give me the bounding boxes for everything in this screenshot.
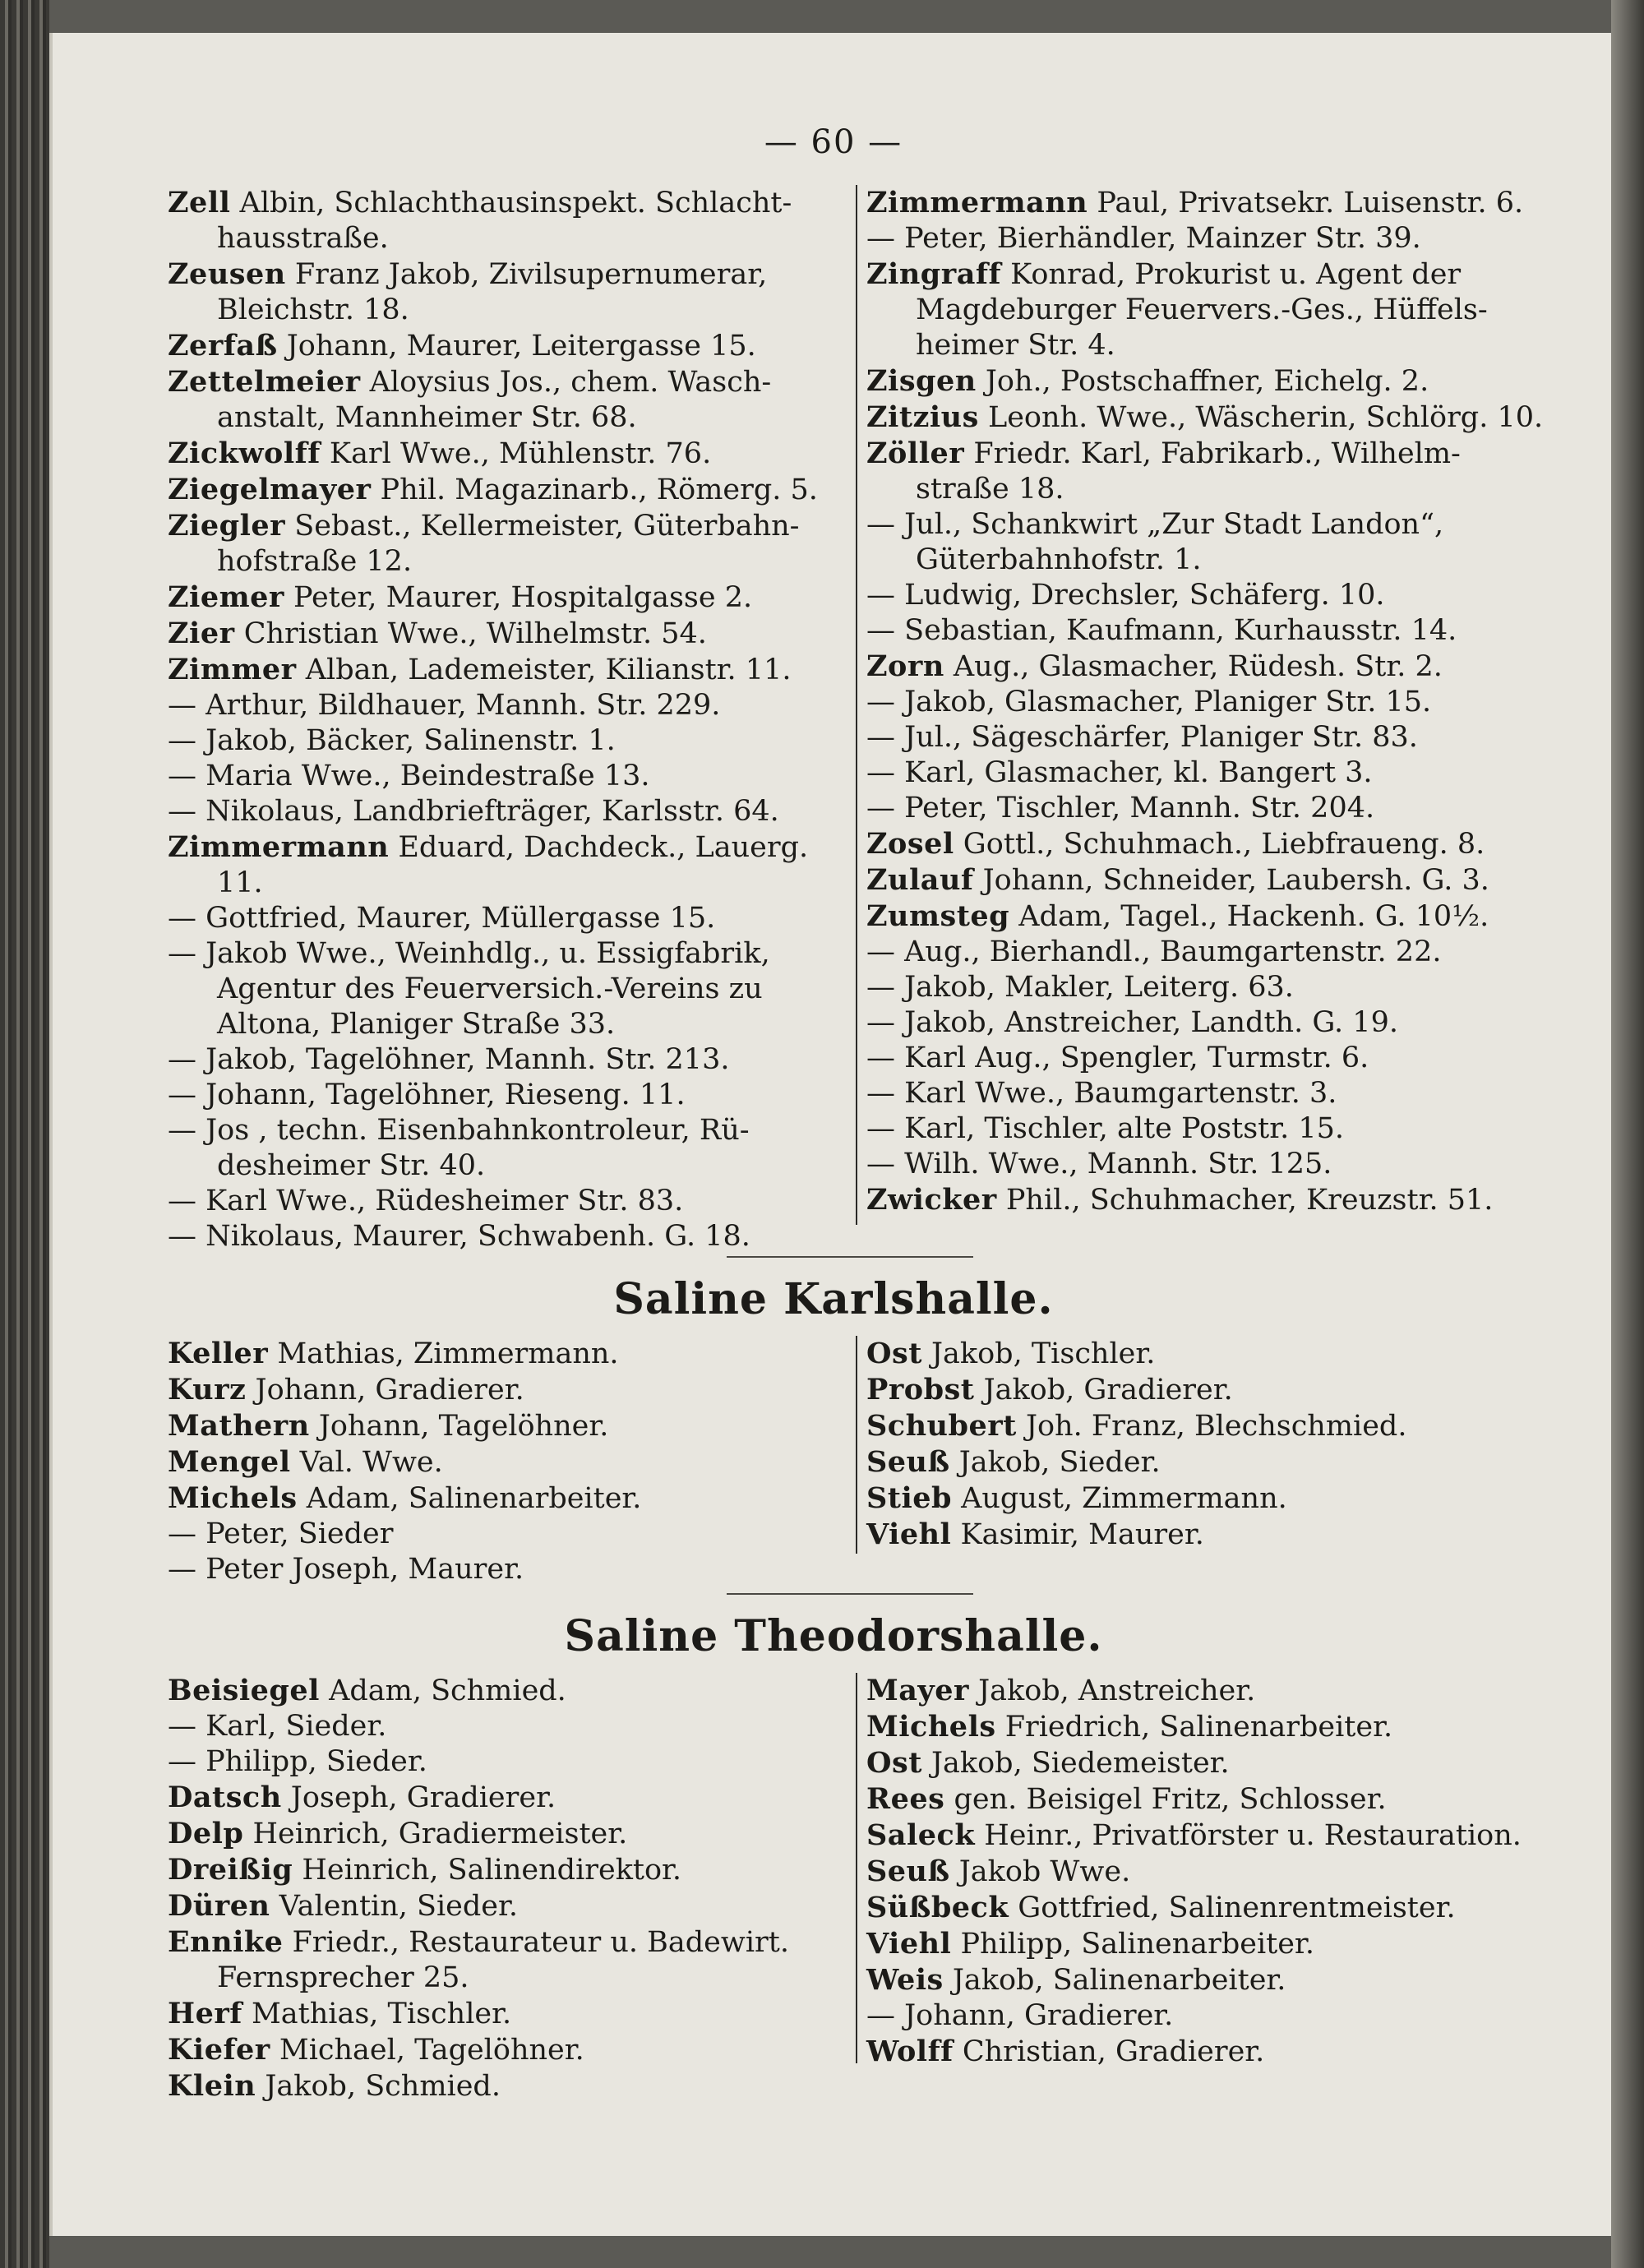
entry-details: Joseph, Gradierer. [281,1781,556,1814]
entry-surname: Ziegler [168,509,286,543]
directory-entry [168,723,842,759]
entry-surname: Rees [866,1782,945,1816]
entry-details: Jakob, Sieder. [949,1446,1161,1479]
section-heading-theodorshalle: Saline Theodorshalle. [564,1611,1103,1661]
entry-details: Heinr., Privatförster u. Restauration. [975,1819,1522,1852]
directory-entry [866,1517,1549,1553]
entry-details: Jul., Sägeschärfer, Planiger Str. 83. [895,721,1418,754]
entry-surname: — [866,971,895,1004]
directory-entry [866,685,1549,720]
entry-surname: Mengel [168,1445,291,1479]
entry-details: Leonh. Wwe., Wäscherin, Schlörg. 10. [978,401,1544,434]
directory-entry [866,400,1549,436]
directory-entry [168,1709,842,1744]
directory-entry [168,1780,842,1816]
entry-details: Mathias, Zimmermann. [268,1337,619,1370]
directory-entry [866,1854,1549,1890]
entry-surname: Seuß [866,1445,950,1479]
entry-details: Karl, Glasmacher, kl. Bangert 3. [895,756,1373,789]
directory-entry [866,1408,1549,1444]
directory-entry [168,1552,842,1587]
entry-details: Johann, Schneider, Laubersh. G. 3. [973,864,1489,897]
entry-details: Jul., Schankwirt „Zur Stadt Landon“, Güterbahnhofstr. 1. [895,508,1444,576]
karlshalle-right-column [866,1336,1549,1553]
directory-entry [866,1076,1549,1111]
entry-surname: — [168,795,196,828]
entry-details: Peter Joseph, Maurer. [196,1553,524,1586]
directory-entry [168,829,842,901]
directory-entry [866,1709,1549,1745]
entry-surname: Zwicker [866,1183,997,1217]
entry-surname: — [866,792,895,825]
entry-details: Aug., Glasmacher, Rüdesh. Str. 2. [944,650,1443,683]
entry-details: Michael, Tagelöhner. [270,2034,584,2067]
entry-surname: — [168,1185,196,1217]
entry-surname: — [866,222,895,255]
entry-details: gen. Beisigel Fritz, Schlosser. [944,1783,1387,1816]
entry-surname: Zumsteg [866,899,1010,933]
directory-entry [168,1113,842,1184]
directory-entry [168,1042,842,1078]
directory-entry [866,1998,1549,2034]
entry-details: Philipp, Salinenarbeiter. [951,1928,1314,1961]
directory-entry [168,1184,842,1219]
directory-entry [866,862,1549,898]
entry-details: Johann, Maurer, Leitergasse 15. [277,330,756,363]
entry-details: Jakob Wwe. [949,1855,1131,1888]
entry-surname: Ost [866,1337,922,1370]
entry-details: Wilh. Wwe., Mannh. Str. 125. [895,1148,1332,1180]
entry-surname: — [168,1517,196,1550]
entry-details: Peter, Tischler, Mannh. Str. 204. [895,792,1375,825]
column-divider [856,185,857,1225]
directory-left-column [168,185,842,1254]
entry-surname: — [866,579,895,612]
entry-details: Franz Jakob, Zivilsupernumerar, Bleichstr. 18. [217,258,768,326]
entry-surname: — [168,689,196,722]
entry-surname: — [866,1112,895,1145]
entry-details: Karl, Sieder. [196,1710,387,1743]
entry-surname: Saleck [866,1818,976,1852]
entry-surname: Michels [168,1481,298,1515]
entry-details: Friedr. Karl, Fabrikarb., Wilhelm- straße 18. [916,437,1461,506]
entry-details: Jakob, Siedemeister. [921,1747,1230,1780]
entry-details: Jakob, Gradierer. [974,1374,1233,1407]
entry-details: Adam, Salinenarbeiter. [297,1482,642,1515]
entry-surname: Keller [168,1337,269,1370]
entry-surname: Weis [866,1963,944,1997]
directory-entry [866,1041,1549,1076]
entry-details: Jakob, Anstreicher, Landth. G. 19. [895,1006,1398,1039]
entry-details: Nikolaus, Landbriefträger, Karlsstr. 64. [196,795,779,828]
entry-details: Karl Wwe., Mühlenstr. 76. [320,437,712,470]
entry-surname: Dreißig [168,1853,293,1887]
entry-surname: Zier [168,617,235,650]
entry-details: Eduard, Dachdeck., Lauerg. 11. [217,831,809,899]
entry-surname: — [168,760,196,792]
entry-details: Kasimir, Maurer. [951,1518,1204,1551]
entry-surname: Wolff [866,2035,954,2068]
entry-surname: Zorn [866,649,944,683]
directory-entry [866,755,1549,791]
entry-surname: Viehl [866,1927,952,1961]
entry-details: Adam, Tagel., Hackenh. G. 10½. [1009,900,1489,933]
entry-surname: — [866,721,895,754]
directory-entry [866,221,1549,256]
entry-surname: Delp [168,1817,244,1850]
entry-surname: Zimmer [168,653,297,686]
directory-entry [168,936,842,1042]
theodorshalle-left-column [168,1673,842,2104]
directory-entry [168,364,842,436]
entry-surname: — [168,937,196,970]
entry-details: Friedrich, Salinenarbeiter. [995,1711,1393,1744]
directory-entry [168,1888,842,1924]
directory-entry [168,2032,842,2068]
directory-entry [866,256,1549,363]
entry-surname: Seuß [866,1855,950,1888]
entry-details: Paul, Privatsekr. Luisenstr. 6. [1088,187,1524,219]
entry-details: Jakob, Tischler. [921,1337,1156,1370]
directory-entry [866,935,1549,970]
directory-entry [168,580,842,616]
entry-surname: — [866,1006,895,1039]
directory-entry [866,1673,1549,1709]
entry-details: Gottl., Schuhmach., Liebfraueng. 8. [954,828,1485,861]
entry-details: Joh. Franz, Blechschmied. [1016,1410,1407,1443]
directory-entry [168,688,842,723]
directory-entry [168,1219,842,1254]
entry-surname: Zickwolff [168,437,321,470]
entry-surname: Viehl [866,1517,952,1551]
directory-entry [866,2034,1549,2070]
entry-surname: Süßbeck [866,1891,1009,1924]
directory-entry [866,1818,1549,1854]
entry-details: Peter, Maurer, Hospitalgasse 2. [284,581,753,614]
entry-surname: Zitzius [866,400,979,434]
entry-surname: — [168,1745,196,1778]
directory-entry [866,898,1549,935]
entry-surname: — [168,902,196,935]
directory-entry [168,1996,842,2032]
entry-surname: — [168,1220,196,1253]
entry-surname: — [168,1710,196,1743]
entry-details: Sebastian, Kaufmann, Kurhausstr. 14. [895,614,1457,647]
entry-surname: — [866,686,895,718]
entry-surname: — [866,1999,895,2032]
column-divider [856,1336,857,1554]
entry-details: Christian Wwe., Wilhelmstr. 54. [234,617,707,650]
entry-details: Adam, Schmied. [319,1674,566,1707]
entry-surname: — [168,1114,196,1147]
entry-details: Peter, Bierhändler, Mainzer Str. 39. [895,222,1421,255]
entry-details: Joh., Postschaffner, Eichelg. 2. [976,365,1429,398]
entry-details: Johann, Gradierer. [895,1999,1174,2032]
directory-entry [168,436,842,472]
entry-surname: Zettelmeier [168,365,361,399]
directory-entry [168,1816,842,1852]
entry-details: Albin, Schlachthausinspekt. Schlacht- hausstraße. [217,187,792,255]
directory-entry [168,1744,842,1780]
column-divider [856,1673,857,2063]
document-page [49,33,1611,2236]
entry-surname: Zöller [866,437,965,470]
directory-entry [168,1336,842,1372]
entry-details: Jakob, Glasmacher, Planiger Str. 15. [895,686,1432,718]
entry-surname: Zulauf [866,863,974,897]
entry-surname: Düren [168,1889,270,1923]
entry-details: Jakob, Schmied. [256,2070,501,2103]
entry-surname: Zeusen [168,257,286,291]
entry-surname: Kiefer [168,2033,270,2067]
entry-details: Alban, Lademeister, Kilianstr. 11. [296,654,792,686]
directory-entry [866,363,1549,400]
directory-entry [866,1005,1549,1041]
section-divider [727,1256,973,1258]
entry-surname: — [866,756,895,789]
directory-entry [866,1890,1549,1926]
entry-details: Phil. Magazinarb., Römerg. 5. [371,473,818,506]
directory-right-column [866,185,1549,1218]
entry-surname: — [866,935,895,968]
entry-details: Karl, Tischler, alte Poststr. 15. [895,1112,1345,1145]
entry-surname: Probst [866,1373,975,1407]
directory-entry [866,720,1549,755]
karlshalle-left-column [168,1336,842,1587]
entry-surname: Zell [168,186,231,219]
entry-surname: Ziegelmayer [168,473,372,506]
entry-details: Gottfried, Salinenrentmeister. [1009,1892,1456,1924]
entry-surname: Mathern [168,1409,310,1443]
entry-details: Karl Aug., Spengler, Turmstr. 6. [895,1042,1369,1074]
entry-details: Jakob, Makler, Leiterg. 63. [895,971,1294,1004]
entry-details: Sebast., Kellermeister, Güterbahn- hofstraße 12. [217,510,800,578]
directory-entry [866,1926,1549,1962]
directory-entry [866,613,1549,649]
entry-surname: Mayer [866,1674,969,1707]
directory-entry [168,616,842,652]
directory-entry [168,1924,842,1996]
entry-details: Jakob, Anstreicher. [968,1674,1256,1707]
entry-surname: Zimmermann [866,186,1088,219]
entry-details: Maria Wwe., Beindestraße 13. [196,760,650,792]
theodorshalle-right-column [866,1673,1549,2070]
entry-surname: Stieb [866,1481,952,1515]
entry-details: Phil., Schuhmacher, Kreuzstr. 51. [996,1184,1494,1217]
entry-surname: Ennike [168,1925,284,1959]
entry-surname: — [866,1148,895,1180]
entry-details: Christian, Gradierer. [953,2035,1265,2068]
entry-details: Valentin, Sieder. [270,1890,519,1923]
directory-entry [866,1480,1549,1517]
entry-surname: — [168,724,196,757]
entry-details: Jakob Wwe., Weinhdlg., u. Essigfabrik, Agentur des Feuerversich.-Vereins zu Altona, Planiger Straße 33. [196,937,770,1041]
directory-entry [168,328,842,364]
directory-entry [168,794,842,829]
entry-details: Johann, Tagelöhner, Rieseng. 11. [196,1079,686,1111]
directory-entry [168,1078,842,1113]
entry-details: Aloysius Jos., chem. Wasch- anstalt, Mannheimer Str. 68. [217,366,772,434]
directory-entry [168,185,842,256]
page-number: — 60 — [764,123,903,161]
directory-entry [866,649,1549,685]
entry-surname: — [866,614,895,647]
entry-surname: Zerfaß [168,329,278,363]
entry-surname: Kurz [168,1373,247,1407]
entry-details: Mathias, Tischler. [242,1998,512,2030]
directory-entry [866,1182,1549,1218]
directory-entry [168,2068,842,2104]
directory-entry [866,1781,1549,1818]
entry-surname: Zimmermann [168,830,390,864]
entry-details: Jakob, Bäcker, Salinenstr. 1. [196,724,616,757]
entry-details: Friedr., Restaurateur u. Badewirt. Fernsprecher 25. [217,1926,789,1994]
entry-surname: Ziemer [168,580,284,614]
entry-details: Konrad, Prokurist u. Agent der Magdeburger Feuervers.-Ges., Hüffels- heimer Str. 4. [916,258,1488,362]
entry-details: Nikolaus, Maurer, Schwabenh. G. 18. [196,1220,750,1253]
entry-details: Gottfried, Maurer, Müllergasse 15. [196,902,716,935]
entry-details: August, Zimmermann. [951,1482,1287,1515]
entry-surname: Datsch [168,1781,282,1814]
entry-surname: Ost [866,1746,922,1780]
entry-surname: — [866,1077,895,1110]
entry-surname: Klein [168,2069,256,2103]
directory-entry [866,970,1549,1005]
directory-entry [866,1147,1549,1182]
entry-details: Heinrich, Gradiermeister. [243,1818,628,1850]
directory-entry [168,1372,842,1408]
entry-surname: Beisiegel [168,1674,320,1707]
entry-surname: Schubert [866,1409,1017,1443]
book-spine [0,0,49,2268]
entry-details: Philipp, Sieder. [196,1745,427,1778]
section-divider [727,1593,973,1595]
entry-surname: — [866,1042,895,1074]
entry-details: Aug., Bierhandl., Baumgartenstr. 22. [895,935,1442,968]
directory-entry [168,1517,842,1552]
directory-entry [866,1372,1549,1408]
entry-surname: — [168,1553,196,1586]
entry-details: Heinrich, Salinendirektor. [293,1854,682,1887]
entry-details: Jakob, Salinenarbeiter. [943,1964,1286,1997]
entry-details: Arthur, Bildhauer, Mannh. Str. 229. [196,689,721,722]
directory-entry [168,256,842,328]
entry-surname: Zisgen [866,364,977,398]
entry-surname: — [168,1043,196,1076]
entry-surname: Zingraff [866,257,1001,291]
directory-entry [168,1852,842,1888]
directory-entry [866,1962,1549,1998]
page-edge [1611,0,1644,2268]
entry-details: Jos , techn. Eisenbahnkontroleur, Rü- desheimer Str. 40. [196,1114,750,1182]
directory-entry [866,578,1549,613]
directory-entry [168,1408,842,1444]
section-heading-karlshalle: Saline Karlshalle. [613,1274,1054,1324]
directory-entry [168,1673,842,1709]
entry-details: Val. Wwe. [290,1446,443,1479]
directory-entry [168,508,842,580]
directory-entry [168,652,842,688]
entry-details: Jakob, Tagelöhner, Mannh. Str. 213. [196,1043,730,1076]
directory-entry [866,1444,1549,1480]
directory-entry [168,759,842,794]
directory-entry [168,1444,842,1480]
entry-details: Johann, Gradierer. [246,1374,524,1407]
entry-surname: — [168,1079,196,1111]
entry-details: Peter, Sieder [196,1517,394,1550]
entry-details: Johann, Tagelöhner. [309,1410,609,1443]
entry-details: Ludwig, Drechsler, Schäferg. 10. [895,579,1385,612]
directory-entry [866,436,1549,507]
directory-entry [866,1111,1549,1147]
directory-entry [866,791,1549,826]
directory-entry [866,1745,1549,1781]
entry-surname: Zosel [866,827,954,861]
directory-entry [866,1336,1549,1372]
entry-details: Karl Wwe., Rüdesheimer Str. 83. [196,1185,684,1217]
directory-entry [866,507,1549,578]
entry-details: Karl Wwe., Baumgartenstr. 3. [895,1077,1337,1110]
directory-entry [168,1480,842,1517]
entry-surname: — [866,508,895,541]
entry-surname: Michels [866,1710,996,1744]
directory-entry [866,826,1549,862]
directory-entry [866,185,1549,221]
directory-entry [168,472,842,508]
entry-surname: Herf [168,1997,242,2030]
directory-entry [168,901,842,936]
